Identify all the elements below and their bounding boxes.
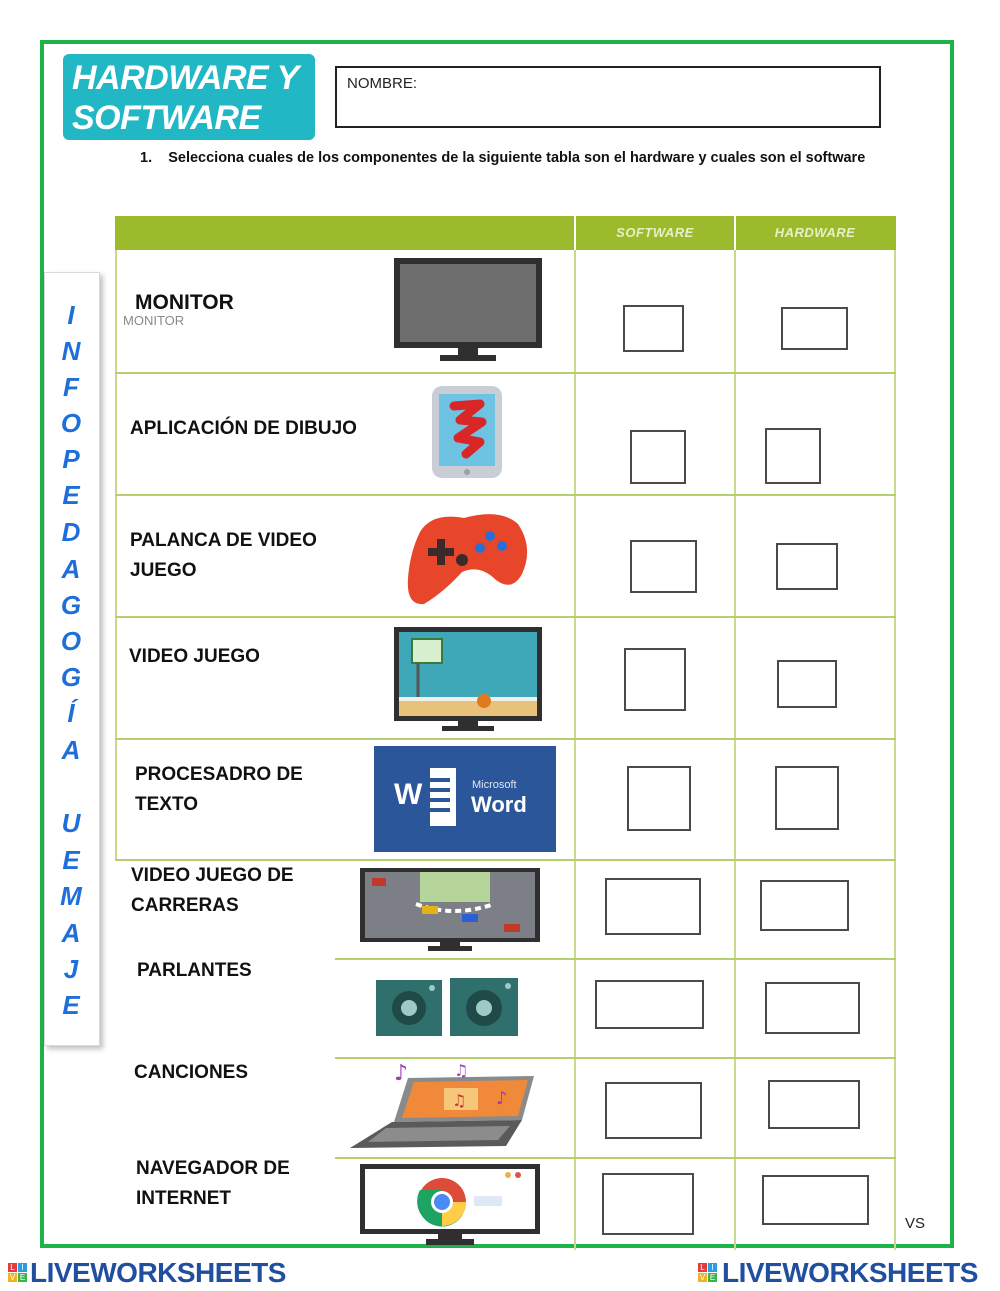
side-letter: D — [61, 517, 81, 547]
side-letter: M — [60, 881, 82, 911]
item-label-speakers: PARLANTES — [137, 960, 252, 981]
svg-text:♪: ♪ — [394, 1061, 409, 1086]
row-divider — [115, 372, 896, 374]
instruction-text: 1. Selecciona cuales de los componentes de la siguiente tabla son el hardware y cuales son el software — [140, 150, 866, 166]
checkbox-hardware-songs[interactable] — [768, 1080, 860, 1129]
item-label-monitor: MONITOR — [135, 291, 234, 314]
checkbox-software-speakers[interactable] — [595, 980, 704, 1029]
table-border-left — [115, 250, 117, 860]
column-header-hardware: HARDWARE — [774, 225, 856, 240]
logo-tile: L — [698, 1263, 707, 1272]
side-letter: E — [62, 480, 80, 510]
logo-tile: L — [8, 1263, 17, 1272]
item-label-line-2: INTERNET — [136, 1188, 231, 1209]
checkbox-hardware-gamepad[interactable] — [776, 543, 838, 590]
checkbox-software-gamepad[interactable] — [630, 540, 697, 593]
checkbox-software-monitor[interactable] — [623, 305, 684, 352]
side-letter: I — [67, 300, 75, 330]
column-divider — [574, 250, 576, 1250]
music-laptop-icon — [346, 1060, 544, 1152]
column-header-software: SOFTWARE — [616, 225, 694, 240]
item-label-line-1: NAVEGADOR DE — [136, 1158, 290, 1179]
row-divider — [335, 958, 896, 960]
author-initials: VS — [905, 1215, 926, 1232]
side-letter: P — [62, 444, 80, 474]
side-letter: N — [61, 336, 81, 366]
page-title — [72, 58, 312, 138]
monitor-icon — [392, 256, 544, 364]
side-letter: J — [63, 954, 79, 984]
microsoft-word-logo — [374, 746, 556, 852]
item-label-drawing-app: APLICACIÓN DE DIBUJO — [130, 418, 357, 439]
gamepad-icon — [402, 502, 532, 610]
word-logo-brand-small: Microsoft — [472, 779, 517, 791]
item-label-word-processor — [135, 760, 303, 820]
side-letter: A — [61, 554, 81, 584]
checkbox-software-word-processor[interactable] — [627, 766, 691, 831]
side-letter: U — [61, 808, 81, 838]
item-label-web-browser — [136, 1154, 290, 1214]
item-label-line-1: PALANCA DE VIDEO — [130, 530, 317, 551]
item-label-line-2: JUEGO — [130, 560, 197, 581]
checkbox-software-racing-game[interactable] — [605, 878, 701, 935]
checkbox-hardware-monitor[interactable] — [781, 307, 848, 350]
name-label: NOMBRE: — [347, 75, 418, 92]
side-letter: F — [63, 372, 79, 402]
side-letter: O — [60, 626, 82, 656]
checkbox-hardware-drawing-app[interactable] — [765, 428, 821, 484]
side-letter: A — [61, 918, 81, 948]
item-label-video-game: VIDEO JUEGO — [129, 646, 260, 667]
title-line-2: SOFTWARE — [72, 99, 261, 137]
logo-tile: I — [708, 1263, 717, 1272]
item-label-racing-game — [131, 861, 294, 921]
racing-game-screen-icon — [358, 866, 542, 954]
logo-tile: I — [18, 1263, 27, 1272]
side-letter: Í — [67, 698, 75, 728]
title-line-1: HARDWARE Y — [72, 59, 299, 97]
checkbox-hardware-web-browser[interactable] — [762, 1175, 869, 1225]
item-label-line-1: VIDEO JUEGO DE — [131, 865, 294, 886]
checkbox-software-video-game[interactable] — [624, 648, 686, 711]
side-letter: G — [60, 662, 82, 692]
chrome-browser-screen-icon — [358, 1162, 542, 1248]
checkbox-software-drawing-app[interactable] — [630, 430, 686, 484]
logo-tile: V — [9, 1273, 16, 1282]
item-label-line-2: CARRERAS — [131, 895, 239, 916]
basketball-game-screen-icon — [392, 625, 544, 733]
liveworksheets-logo-icon — [698, 1263, 718, 1283]
svg-text:♪: ♪ — [496, 1088, 508, 1109]
table-border-right — [894, 250, 896, 1250]
item-label-songs: CANCIONES — [134, 1062, 249, 1083]
row-divider — [115, 738, 896, 740]
row-divider — [115, 616, 896, 618]
logo-tile: V — [699, 1273, 706, 1282]
checkbox-hardware-speakers[interactable] — [765, 982, 860, 1034]
column-divider — [734, 250, 736, 1250]
row-divider — [115, 494, 896, 496]
item-sublabel-monitor: MONITOR — [123, 313, 185, 328]
item-label-line-1: PROCESADRO DE — [135, 764, 303, 785]
checkbox-hardware-racing-game[interactable] — [760, 880, 849, 931]
item-label-gamepad — [130, 526, 317, 586]
logo-tile: E — [709, 1273, 716, 1282]
item-label-line-2: TEXTO — [135, 794, 198, 815]
side-letter: G — [60, 590, 82, 620]
checkbox-software-songs[interactable] — [605, 1082, 702, 1139]
liveworksheets-logo-icon — [8, 1263, 28, 1283]
checkbox-hardware-video-game[interactable] — [777, 660, 837, 708]
side-letter: A — [61, 735, 81, 765]
side-letter: E — [62, 990, 80, 1020]
checkbox-hardware-word-processor[interactable] — [775, 766, 839, 830]
svg-text:♫: ♫ — [452, 1091, 467, 1110]
side-letter: O — [60, 408, 82, 438]
word-logo-brand-big: Word — [471, 792, 527, 817]
row-divider — [335, 1157, 896, 1159]
checkbox-software-web-browser[interactable] — [602, 1173, 694, 1235]
word-logo-letter: W — [394, 778, 423, 811]
svg-text:♫: ♫ — [454, 1061, 469, 1080]
logo-tile: E — [19, 1273, 26, 1282]
liveworksheets-brand[interactable]: LIVEWORKSHEETS — [722, 1257, 978, 1288]
side-letter: E — [62, 845, 80, 875]
drawing-tablet-icon — [430, 384, 504, 480]
liveworksheets-brand[interactable]: LIVEWORKSHEETS — [30, 1257, 286, 1288]
speakers-icon — [372, 974, 524, 1040]
row-divider — [335, 1057, 896, 1059]
